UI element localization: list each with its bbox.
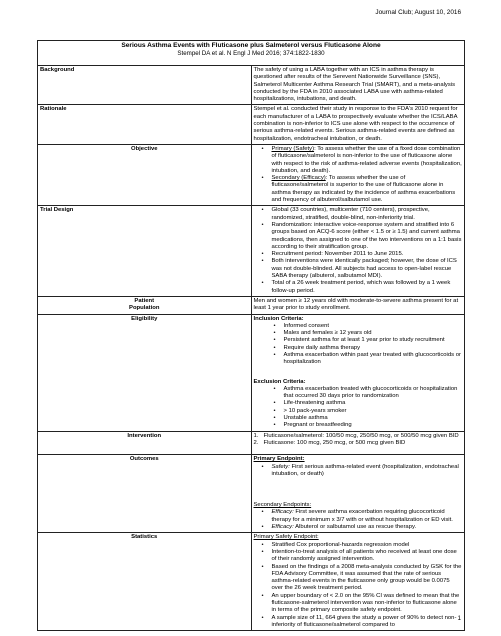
- page-number: 1: [457, 615, 461, 622]
- inclusion-heading: Inclusion Criteria:: [253, 315, 304, 322]
- list-item: • Persistent asthma for at least 1 year prior to study recruitment: [284, 337, 463, 344]
- list-item: [272, 524, 463, 531]
- list-item: [253, 432, 463, 440]
- objective-text: : To assess whether the use of a fixed dose combination of fluticasone/salmeterol is non-inferior to the use of fluticasone alone with respect to the risk of asthma-related adverse events (hospitalization, intubation, and death).: [271, 145, 462, 174]
- article-citation: Stempel DA et al. N Engl J Med 2016; 374:1822-1830: [177, 50, 325, 57]
- objective-text: : To assess whether the use of fluticasone/salmeterol is superior to the use of fluticasone alone in asthma therapy as indicated by the incidence of asthma exacerbations and frequency of albuterol/salbutamol use.: [271, 175, 456, 204]
- patient-population-text: Men and women ≥ 12 years old with moderate-to-severe asthma present for at least 1 year prior to study enrollment.: [251, 296, 465, 314]
- item-number: 2.: [253, 439, 259, 446]
- trial-design-row: [38, 206, 465, 297]
- endpoint-text: Albuterol or salbutamol use as rescue therapy.: [293, 524, 417, 531]
- article-title: Serious Asthma Events with Fluticasone plus Salmeterol versus Fluticasone Alone: [121, 42, 381, 49]
- primary-endpoint-list: [254, 464, 463, 479]
- endpoint-term: Safety:: [271, 463, 290, 470]
- list-item: [272, 509, 463, 524]
- statistics-label: Statistics: [38, 533, 252, 631]
- intervention-row: [38, 431, 465, 455]
- list-item: • Total of a 26 week treatment period, which was followed by a 1 week follow-up period.: [272, 280, 463, 295]
- background-text: The safety of using a LABA together with an ICS in asthma therapy is questioned after results of the Serevent Nationwide Surveillance (SNS), Salmeterol Multicenter Asthma Research Trial (SMART), and a meta-analysis conducted by the FDA in 2010 associated LABA use with asthma-related hospitalizations, intubations, and death.: [251, 66, 465, 105]
- trial-design-content: [251, 206, 465, 297]
- patient-population-row: [38, 296, 465, 314]
- intervention-content: [251, 431, 465, 455]
- list-item: [272, 175, 463, 204]
- eligibility-row: [38, 314, 465, 431]
- list-item: • Males and females ≥ 12 years old: [284, 330, 463, 337]
- exclusion-heading: Exclusion Criteria:: [253, 378, 306, 385]
- journal-club-table: [37, 40, 465, 631]
- list-item: • Informed consent: [284, 323, 463, 330]
- objective-row: [38, 144, 465, 205]
- list-item: • Asthma exacerbation within past year treated with glucocorticoids or hospitalization: [284, 352, 463, 367]
- objective-term: Primary (Safety): [271, 145, 315, 152]
- list-item: • > 10 pack-years smoker: [284, 408, 463, 415]
- statistics-list: [254, 542, 463, 630]
- trial-design-list: [254, 207, 463, 295]
- background-label: Background: [38, 66, 252, 105]
- outcomes-label: Outcomes: [38, 455, 252, 533]
- eligibility-label: Eligibility: [38, 314, 252, 431]
- list-item: • Based on the findings of a 2008 meta-analysis conducted by GSK for the FDA Advisory Committee, it was assumed that the rate of serious asthma-related events in the fluticasone only group would be 0.0075 over the 26 week treatment period.: [272, 564, 463, 593]
- list-item: • Unstable asthma: [284, 415, 463, 422]
- patient-population-label-line1: Patient: [134, 297, 155, 304]
- objective-content: [251, 144, 465, 205]
- outcomes-content: [251, 455, 465, 533]
- eligibility-content: [251, 314, 465, 431]
- patient-population-label-line2: Population: [129, 305, 160, 312]
- rationale-label: Rationale: [38, 105, 252, 144]
- intervention-list: [254, 433, 463, 448]
- list-item: • Intention-to-treat analysis of all patients who received at least one dose of their randomly assigned intervention.: [272, 549, 463, 564]
- rationale-row: [38, 105, 465, 144]
- endpoint-term: Efficacy:: [271, 524, 294, 531]
- rationale-text: Stempel et al. conducted their study in response to the FDA's 2010 request for each manufacturer of a LABA to prospectively evaluate whether the ICS/LABA combination is non-inferior to ICS use alone with respect to the occurrence of serious asthma-related events. Serious asthma-related events are defined as hospitalization, endotracheal intubation, or death.: [251, 105, 465, 144]
- running-header: Journal Club; August 10, 2016: [375, 9, 461, 16]
- list-item: • Both interventions were identically packaged; however, the dose of ICS was not double-blinded. All subjects had access to open-label rescue SABA therapy (albuterol, salbutamol MDI).: [272, 258, 463, 280]
- list-item: [272, 146, 463, 175]
- list-item: • Life-threatening asthma: [284, 400, 463, 407]
- intervention-text: Fluticasone: 100 mcg, 250 mcg, or 500 mcg given BID: [263, 439, 406, 446]
- endpoint-text: First serious asthma-related event (hospitalization, endotracheal intubation, or death): [271, 463, 459, 477]
- secondary-endpoint-list: [254, 509, 463, 531]
- list-item: • An upper boundary of < 2.0 on the 95% CI was defined to mean that the fluticasone-salmeterol intervention was non-inferior to fluticasone alone in terms of the primary composite safety endpoint.: [272, 593, 463, 615]
- item-number: 1.: [253, 432, 259, 439]
- list-item: • Global (33 countries), multicenter (710 centers), prospective, randomized, stratified, double-blind, non-inferiority trial.: [272, 207, 463, 222]
- statistics-row: [38, 533, 465, 631]
- intervention-label: Intervention: [38, 431, 252, 455]
- list-item: • Randomization: interactive voice-response system and stratified into 6 groups based on ACQ-6 score (either < 1.5 or ≥ 1.5) and current asthma medications, then assigned to one of the two interventions on a 1:1 basis according to their stratification group.: [272, 222, 463, 251]
- list-item: • Asthma exacerbation treated with glucocorticoids or hospitalization that occurred 30 days prior to randomization: [284, 386, 463, 401]
- list-item: • Require daily asthma therapy: [284, 345, 463, 352]
- endpoint-term: Efficacy:: [271, 509, 294, 516]
- patient-population-label: [38, 296, 252, 314]
- intervention-text: Fluticasone/salmeterol: 100/50 mcg, 250/50 mcg, or 500/50 mcg given BID: [263, 432, 459, 439]
- exclusion-list: [254, 386, 463, 430]
- statistics-content: [251, 533, 465, 631]
- background-row: [38, 66, 465, 105]
- objective-term: Secondary (Efficacy): [271, 175, 326, 182]
- outcomes-row: [38, 455, 465, 533]
- list-item: [272, 464, 463, 479]
- list-item: • Recruitment period: November 2011 to June 2015.: [272, 251, 463, 258]
- primary-endpoint-heading: Primary Endpoint:: [253, 456, 305, 463]
- title-row: [38, 41, 465, 66]
- statistics-heading: Primary Safety Endpoint:: [253, 534, 319, 541]
- trial-design-label: Trial Design: [38, 206, 252, 297]
- list-item: • Pregnant or breastfeeding: [284, 422, 463, 429]
- title-cell: [38, 41, 465, 66]
- inclusion-list: [254, 323, 463, 367]
- list-item: [253, 439, 463, 447]
- endpoint-text: First severe asthma exacerbation requiring glucocorticoid therapy for a minimum x 3/7 with or without hospitalization or ED visit.: [271, 509, 453, 523]
- list-item: • Stratified Cox proportional-hazards regression model: [272, 542, 463, 549]
- objective-list: [254, 146, 463, 204]
- objective-label: Objective: [38, 144, 252, 205]
- list-item: • A sample size of 11, 664 gives the study a power of 90% to detect non-inferiority of fluticasone/salmeterol compared to: [272, 615, 463, 630]
- secondary-endpoint-heading: Secondary Endpoints:: [253, 502, 312, 509]
